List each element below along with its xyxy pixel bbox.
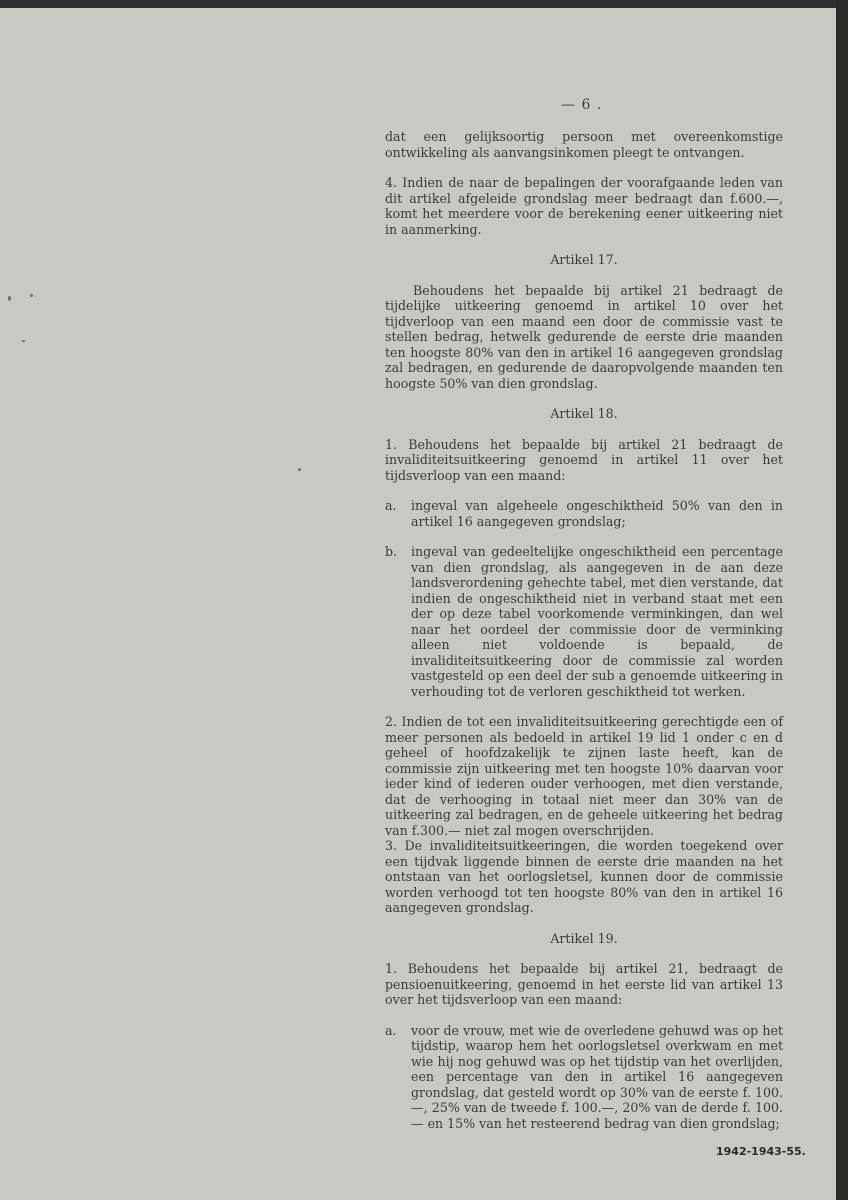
document-body [385, 129, 783, 1131]
item-text: voor de vrouw, met wie de overledene gehuwd was op het tijdstip, waarop hem het oorlogsletsel overkwam en met wie hij nog gehuwd was op het tijdstip van het overlijden, een percentage van den in artikel 16 aangegeven grondslag, dat gesteld wordt op 30% van de eerste f. 100.—, 25% van de tweede f. 100.—, 20% van de derde f. 100.— en 15% van het resteerend bedrag van dien grondslag; [411, 1022, 783, 1131]
heading-artikel-17: Artikel 17. [550, 252, 618, 267]
artikel-18-paragraph-3: 3. De invaliditeitsuitkeeringen, die worden toegekend over een tijdvak liggende binnen de eerste drie maanden na het ontstaan van het oorlogsletsel, kunnen door de commissie worden verhoogd tot ten hoogste 80% van den in artikel 16 aangegeven grondslag. [385, 838, 783, 915]
artikel-18-paragraph-2: 2. Indien de tot een invaliditeitsuitkeering gerechtigde een of meer personen als bedoeld in artikel 19 lid 1 onder c en d geheel of hoofdzakelijk te zijnen laste heeft, kan de commissie zijn uitkeering met ten hoogste 10% daarvan voor ieder kind of iederen ouder verhoogen, met dien verstande, dat de verhooging in totaal niet meer dan 30% van de uitkeering zal bedragen, en de geheele uitkeering het bedrag van f.300.— niet zal mogen overschrijden. [385, 714, 783, 838]
item-label: a. [385, 1022, 397, 1038]
heading-artikel-19: Artikel 19. [550, 930, 618, 946]
item-label: a. [385, 498, 397, 513]
heading-artikel-18: Artikel 18. [550, 406, 618, 421]
scan-speck [298, 468, 301, 471]
item-text: ingeval van gedeeltelijke ongeschiktheid een percentage van dien grondslag, als aangegeven in de aan deze landsverordening gehechte tabel, met dien verstande, dat indien de ongeschiktheid niet in verband staat met een der op deze tabel voorkomende verminkingen, dan wel naar het oordeel der commissie door de verminking alleen niet voldoende is bepaald, de invaliditeitsuitkeering door de commissie zal worden vastgesteld op een deel der sub a genoemde uitkeering in verhouding tot de verloren geschiktheid tot werken. [411, 544, 783, 699]
scan-speck [8, 296, 11, 301]
artikel-19-item-a [385, 1023, 783, 1132]
scan-right-border [836, 0, 848, 1200]
item-text: ingeval van algeheele ongeschiktheid 50% van den in artikel 16 aangegeven grondslag; [411, 498, 783, 529]
artikel-18-intro: 1. Behoudens het bepaalde bij artikel 21 bedraagt de invaliditeitsuitkeering genoemd in artikel 11 over het tijdsverloop van een maand: [385, 436, 783, 483]
artikel-18-item-b [385, 544, 783, 699]
scan-speck [30, 294, 33, 297]
item-label: b. [385, 544, 398, 559]
paragraph-continuation: dat een gelijksoortig persoon met overeenkomstige ontwikkeling als aanvangsinkomen pleegt te ontvangen. [385, 129, 783, 160]
paragraph-4: 4. Indien de naar de bepalingen der voorafgaande leden van dit artikel afgeleide grondslag meer bedraagt dan f.600.—, komt het meerdere voor de berekening eener uitkeering niet in aanmerking. [385, 175, 783, 237]
artikel-17-text: Behoudens het bepaalde bij artikel 21 bedraagt de tijdelijke uitkeering genoemd in artikel 10 over het tijdverloop van een maand een door de commissie vast te stellen bedrag, hetwelk gedurende de eerste drie maanden ten hoogste 80% van den in artikel 16 aangegeven grondslag zal bedragen, en gedurende de daaropvolgende maanden ten hoogste 50% van dien grondslag. [385, 282, 783, 391]
artikel-18-item-a [385, 498, 783, 529]
scan-speck [22, 340, 25, 342]
document-reference: 1942-1943-55. [716, 1145, 806, 1158]
artikel-19-intro: 1. Behoudens het bepaalde bij artikel 21, bedraagt de pensioenuitkeering, genoemd in het eerste lid van artikel 13 over het tijdsverloop van een maand: [385, 961, 783, 1007]
page-number: — 6 . [561, 97, 603, 113]
scan-top-border [0, 0, 848, 8]
